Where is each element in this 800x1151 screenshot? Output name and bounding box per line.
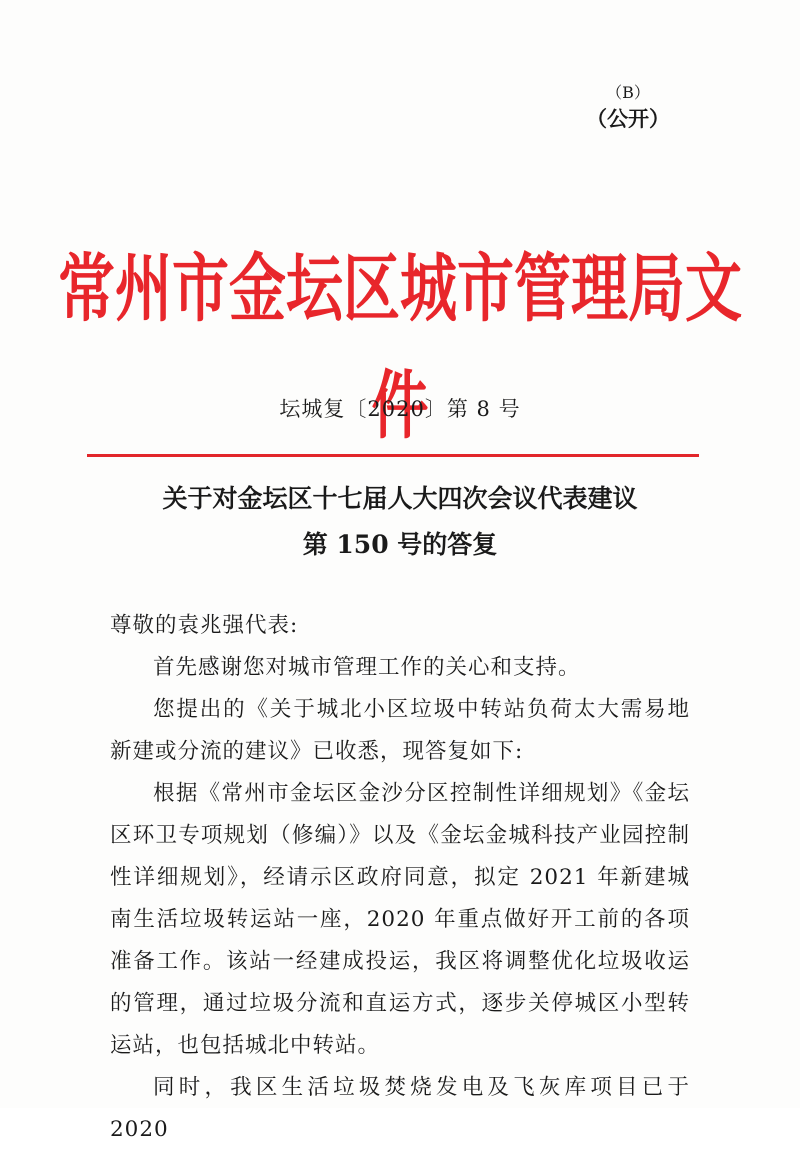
document-title — [60, 476, 740, 568]
masthead-title: 常州市金坛区城市管理局文件 — [58, 246, 742, 450]
document-body — [110, 605, 690, 1151]
paragraph-incineration: 同时，我区生活垃圾焚烧发电及飞灰库项目已于 2020 — [110, 1075, 690, 1142]
red-divider-line — [87, 454, 699, 457]
classification-level: （B） — [606, 83, 650, 102]
title-line-2: 第 150 号的答复 — [302, 530, 498, 559]
classification-status: （公开） — [586, 106, 670, 131]
title-line-1: 关于对金坛区十七届人大四次会议代表建议 — [162, 484, 638, 513]
salutation: 尊敬的袁兆强代表: — [110, 613, 299, 638]
paragraph-thanks: 首先感谢您对城市管理工作的关心和支持。 — [153, 655, 581, 680]
paragraph-received: 您提出的《关于城北小区垃圾中转站负荷太大需易地新建或分流的建议》已收悉，现答复如下: — [110, 697, 690, 764]
paragraph-plan: 根据《常州市金坛区金沙分区控制性详细规划》《金坛区环卫专项规划（修编）》以及《金坛金城科技产业园控制性详细规划》，经请示区政府同意，拟定 2021 年新建城南生活垃圾转运站一座，2020 年重点做好开工前的各项准备工作。该站一经建成投运，我区将调整优化垃圾收运的管理，通过垃圾分流和直运方式，逐步关停城区小型转运站，也包括城北中转站。 — [110, 781, 690, 1058]
document-number: 坛城复〔2020〕第 8 号 — [279, 397, 521, 421]
classification-mark — [586, 80, 670, 132]
